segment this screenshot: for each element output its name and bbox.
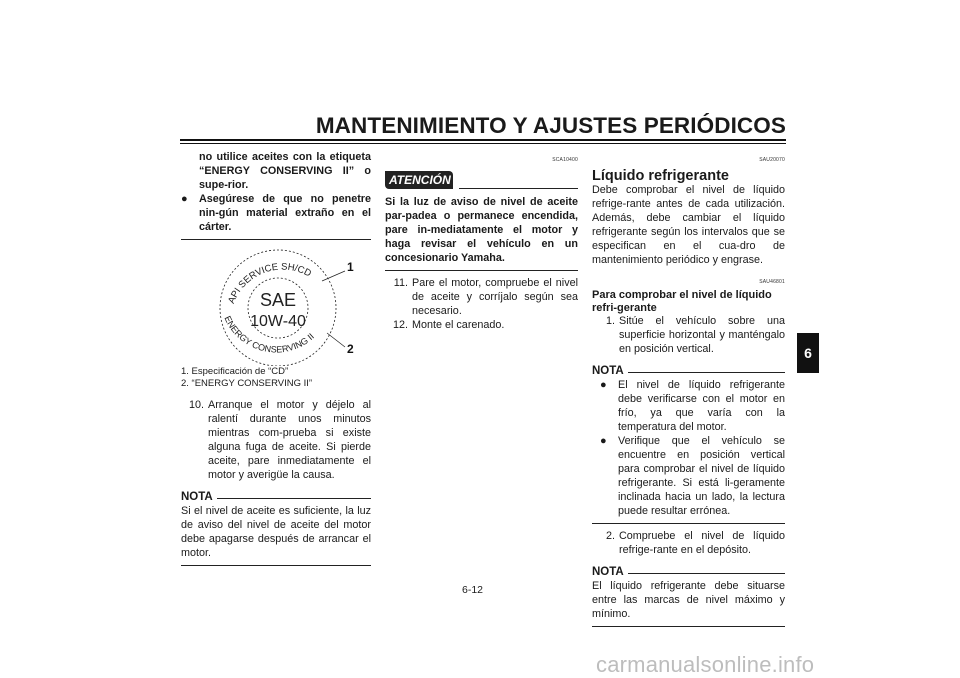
step-1	[592, 314, 785, 356]
reference-code: SAU20070	[759, 157, 785, 163]
warning-bullet-text: Asegúrese de que no penetre nin-gún material extraño en el cárter.	[199, 193, 371, 233]
page-title: MANTENIMIENTO Y AJUSTES PERIÓDICOS	[315, 113, 786, 138]
note-text: Si el nivel de aceite es suficiente, la luz de aviso del nivel de aceite del motor debe apagarse después de arrancar el motor.	[181, 505, 371, 559]
step-10	[181, 398, 371, 482]
step-text: Arranque el motor y déjelo al ralentí durante unos minutos mientras com-prueba si existe alguna fuga de aceite. Si pierde aceite, pare inmediatamente el motor y averigüe la causa.	[208, 399, 371, 481]
note-end-rule	[181, 565, 371, 566]
continued-warning-text: no utilice aceites con la etiqueta “ENERGY CONSERVING II” o supe-rior.	[199, 151, 371, 191]
chapter-tab: 6	[797, 333, 819, 373]
callout-line-1	[322, 271, 345, 281]
page-number: 6-12	[462, 584, 484, 596]
note-bullet	[592, 378, 785, 434]
step-11	[385, 276, 578, 318]
bullet-icon: ●	[600, 379, 607, 391]
note-bullet-text: Verifique que el vehículo se encuentre en posición vertical para comprobar el nivel de líquido refrigerante. Si está li-geramente inclinada hacia un lado, la lectura puede resultar errónea.	[618, 435, 785, 517]
section-heading: Líquido refrigerante	[592, 168, 729, 184]
note-label: NOTA	[181, 491, 213, 503]
bullet-icon: ●	[181, 193, 188, 205]
caution-badge: ATENCIÓN	[385, 171, 453, 189]
note-text: El líquido refrigerante debe situarse entre las marcas de nivel máximo y mínimo.	[592, 580, 785, 620]
figure-caption-1: 1. Especificación de “CD”	[181, 366, 289, 377]
caution-text: Si la luz de aviso de nivel de aceite par-padea o permanece encendida, pare in-mediatamente el motor y haga revisar el vehículo en un concesionario Yamaha.	[385, 196, 578, 264]
warning-bullet	[181, 192, 371, 234]
note-heading	[592, 364, 785, 378]
callout-1: 1	[347, 260, 354, 274]
column-1	[181, 150, 371, 571]
label-arc-bottom: ENERGY CONSERVING II	[222, 314, 316, 355]
note-end-rule	[592, 626, 785, 627]
bullet-icon: ●	[600, 435, 607, 447]
step-2	[592, 529, 785, 557]
label-center-sae: SAE	[259, 290, 297, 310]
oil-label-illustration	[181, 246, 371, 366]
caution-heading	[385, 171, 578, 189]
note-end-rule	[592, 523, 785, 524]
label-center-viscosity: 10W-40	[250, 313, 306, 330]
step-text: Monte el carenado.	[412, 319, 505, 331]
step-text: Sitúe el vehículo sobre una superficie horizontal y manténgalo en posición vertical.	[619, 315, 785, 355]
figure-caption-2: 2. “ENERGY CONSERVING II”	[181, 378, 313, 389]
column-2	[385, 153, 578, 332]
step-number: 12.	[392, 319, 408, 331]
section-intro: Debe comprobar el nivel de líquido refrige-rante antes de cada utilización. Además, debe cambiar el líquido refrigerante según los intervalos que se especifican en el cua-dro de mantenimiento periódico y engrase.	[592, 184, 785, 266]
callout-line-2	[327, 333, 345, 347]
subsection-heading: Para comprobar el nivel de líquido refri-gerante	[592, 289, 772, 314]
step-number: 2.	[605, 530, 615, 542]
step-12	[385, 318, 578, 332]
label-arc-top: API SERVICE SH/CD	[226, 261, 314, 306]
header-rule-thin	[180, 143, 786, 144]
watermark: carmanualsonline.info	[596, 652, 815, 677]
section-rule	[181, 239, 371, 240]
step-text: Pare el motor, compruebe el nivel de aceite y corríjalo según sea necesario.	[412, 277, 578, 317]
column-3	[592, 153, 785, 632]
note-label: NOTA	[592, 365, 624, 377]
step-number: 11.	[393, 277, 408, 289]
note-heading	[181, 490, 371, 504]
reference-code: SCA10400	[552, 157, 578, 163]
note-bullet	[592, 434, 785, 518]
step-number: 10.	[188, 399, 204, 411]
note-label: NOTA	[592, 566, 624, 578]
step-number: 1.	[605, 315, 615, 327]
callout-2: 2	[347, 342, 354, 356]
step-text: Compruebe el nivel de líquido refrige-rante en el depósito.	[619, 530, 785, 556]
header-rule	[180, 139, 786, 141]
note-heading	[592, 565, 785, 579]
caution-end-rule	[385, 270, 578, 271]
reference-code: SAU46801	[759, 279, 785, 285]
note-bullet-text: El nivel de líquido refrigerante debe verificarse con el motor en frío, ya que varía con la temperatura del motor.	[618, 379, 785, 433]
oil-label-figure	[181, 246, 371, 366]
